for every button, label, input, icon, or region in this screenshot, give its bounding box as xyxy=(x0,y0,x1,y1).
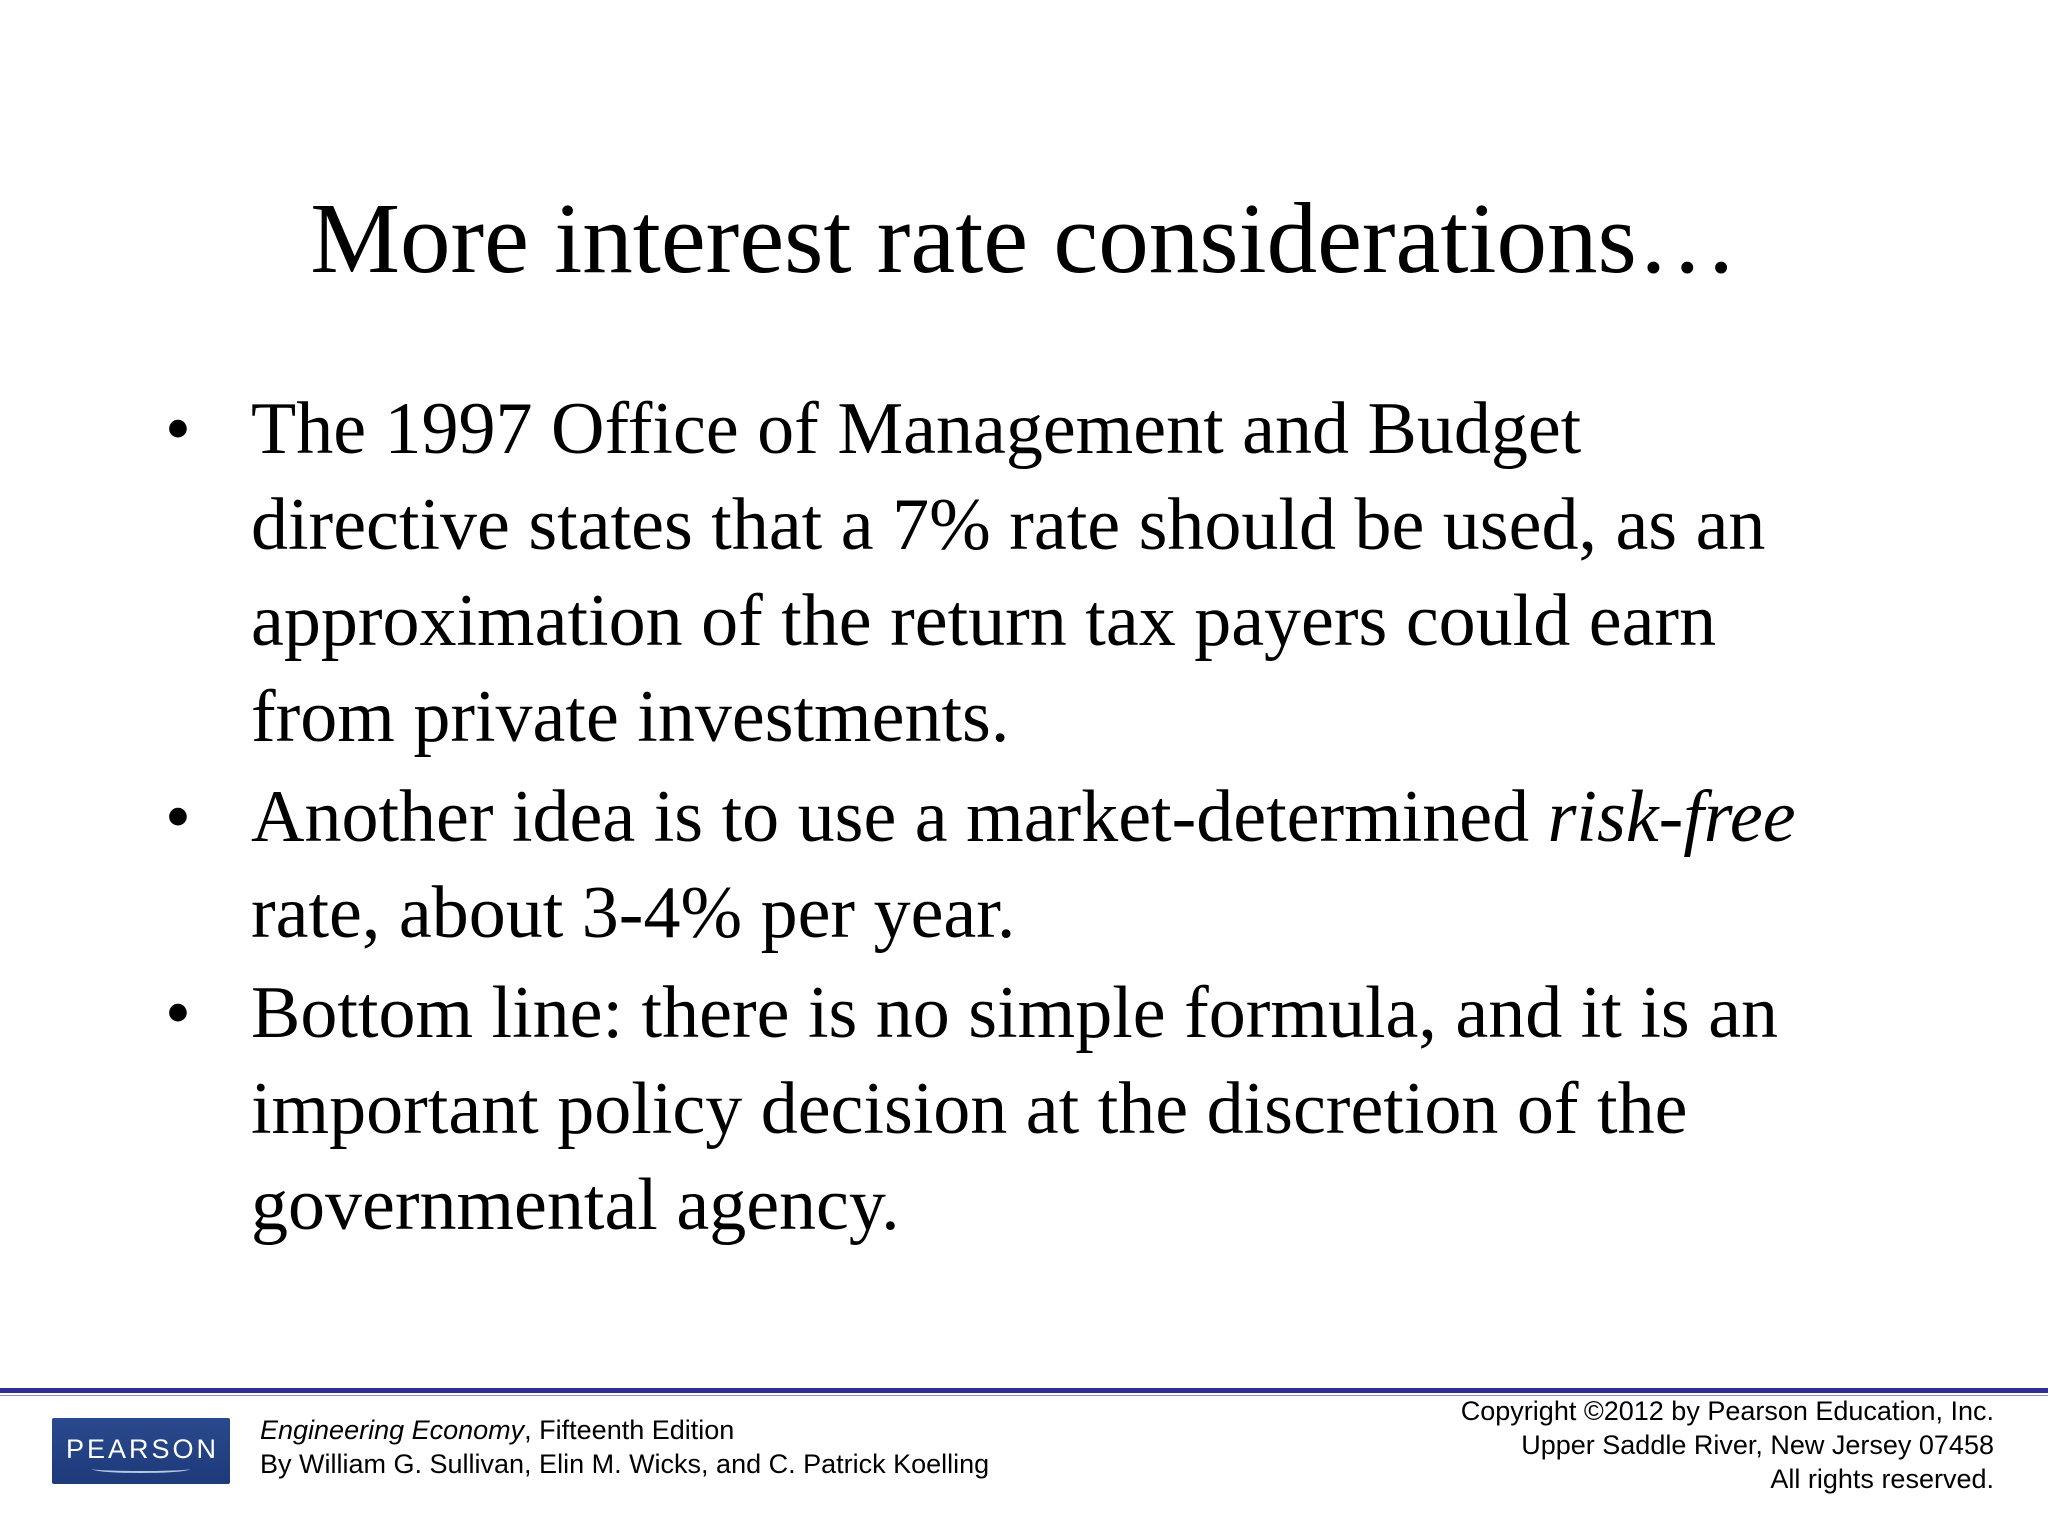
footer-book-title: Engineering Economy xyxy=(260,1415,525,1445)
footer-book-info xyxy=(260,1413,989,1481)
bullet-text-italic: risk-free xyxy=(1547,776,1796,858)
bullet-text: The 1997 Office of Management and Budget directive states that a 7% rate should be used, as an approximation of the return tax payers could earn from private investments. xyxy=(251,388,1766,758)
bullet-item-omb-directive xyxy=(165,381,1835,765)
bullet-marker: • xyxy=(165,388,191,470)
footer-copyright-line1: Copyright ©2012 by Pearson Education, Inc. xyxy=(1460,1396,1994,1426)
bullet-marker: • xyxy=(165,776,191,858)
footer-authors: By William G. Sullivan, Elin M. Wicks, and C. Patrick Koelling xyxy=(260,1449,990,1479)
footer-book-line xyxy=(260,1413,989,1447)
bullet-item-risk-free-rate xyxy=(165,769,1835,961)
bullet-marker: • xyxy=(165,972,191,1054)
bullet-text: Bottom line: there is no simple formula, and it is an important policy decision at the discretion of the governmental agency. xyxy=(251,972,1779,1246)
pearson-logo-text: PEARSON xyxy=(65,1434,220,1464)
bullet-text-after: rate, about 3-4% per year. xyxy=(251,872,1016,954)
slide-title: More interest rate considerations… xyxy=(310,182,1738,294)
footer-copyright-line3: All rights reserved. xyxy=(1770,1464,1994,1494)
bullet-list xyxy=(165,381,1835,1257)
footer-copyright-line2: Upper Saddle River, New Jersey 07458 xyxy=(1521,1430,1994,1460)
footer-divider xyxy=(0,1388,2048,1393)
footer-copyright xyxy=(1461,1394,1994,1496)
pearson-swoosh-icon xyxy=(92,1465,190,1473)
footer-edition: , Fifteenth Edition xyxy=(524,1415,735,1445)
bullet-item-bottom-line xyxy=(165,965,1835,1253)
pearson-logo xyxy=(52,1418,230,1484)
bullet-text-before: Another idea is to use a market-determined xyxy=(251,776,1548,858)
